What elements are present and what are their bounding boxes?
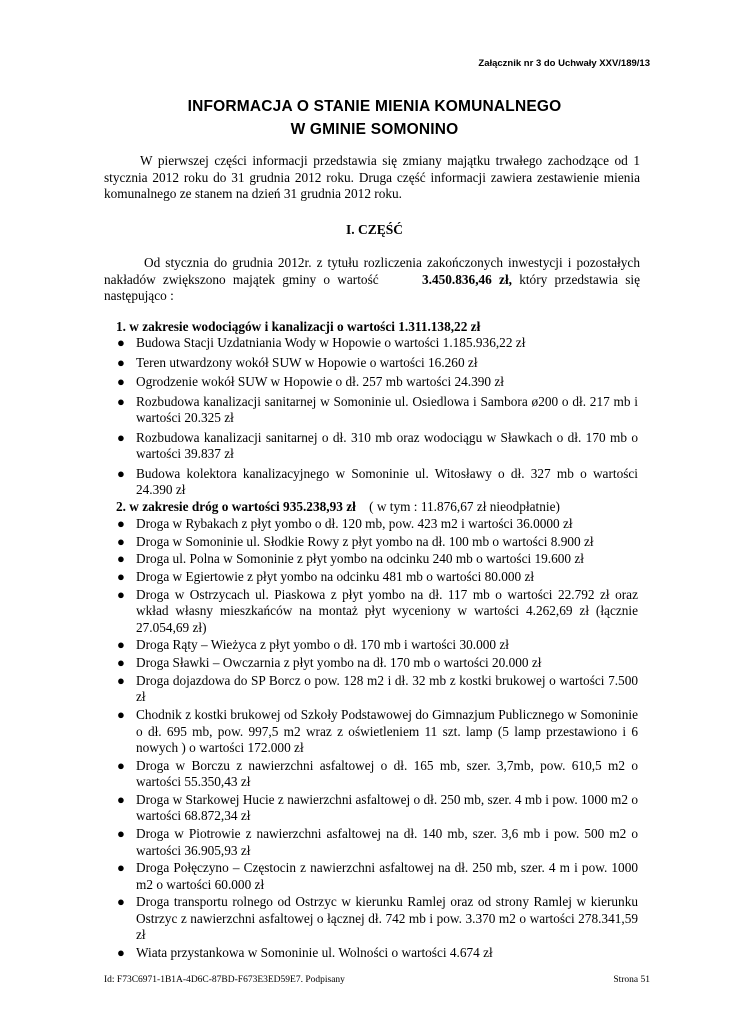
list-item: ● Droga transportu rolnego od Ostrzyc w kierunku Ramlej oraz od strony Ramlej w kierunku Ostrzyc z nawierzchni asfaltowej o łącznej dł. 742 mb i pow. 3.370 m2 o wartości 278.341,59 zł bbox=[117, 894, 638, 943]
bullet-icon: ● bbox=[117, 569, 125, 585]
bullet-icon: ● bbox=[117, 516, 125, 531]
bullet-icon: ● bbox=[117, 354, 125, 370]
list-item: ● Droga Sławki – Owczarnia z płyt yombo na dł. 170 mb o wartości 20.000 zł bbox=[117, 655, 542, 671]
section-2-heading bbox=[116, 499, 560, 516]
list-item: ● Rozbudowa kanalizacji sanitarnej w Somoninie ul. Osiedlowa i Sambora ø200 o dł. 217 mb i wartości 20.325 zł bbox=[117, 393, 638, 425]
bullet-icon: ● bbox=[117, 707, 125, 722]
title-line-2: W GMINIE SOMONINO bbox=[290, 121, 459, 138]
list-item: ● Ogrodzenie wokół SUW w Hopowie o dł. 257 mb wartości 24.390 zł bbox=[117, 374, 504, 389]
list-item: ● Droga w Starkowej Hucie z nawierzchni asfaltowej o dł. 250 mb, szer. 4 mb i pow. 1000 m2 o wartości 68.872,34 zł bbox=[117, 791, 638, 824]
section-2-heading-text: 2. w zakresie dróg o wartości 935.238,93 zł bbox=[116, 499, 356, 514]
list-item: ● Droga w Egiertowie z płyt yombo na odcinku 481 mb o wartości 80.000 zł bbox=[117, 569, 535, 585]
bullet-icon: ● bbox=[117, 335, 125, 350]
bullet-icon: ● bbox=[117, 826, 125, 842]
part-heading: I. CZĘŚĆ bbox=[345, 222, 404, 237]
list-item: ● Droga Połęczyno – Częstocin z nawierzchni asfaltowej na dł. 250 mb, szer. 4 m i pow. 1000 m2 o wartości 60.000 zł bbox=[117, 860, 638, 892]
list-item: ● Droga w Ostrzycach ul. Piaskowa z płyt yombo na dł. 117 mb o wartości 22.792 zł oraz wkład własny mieszkańców na montaż płyt wyceniony w wartości 4.262,69 zł (łącznie 27.054,69 zł) bbox=[117, 586, 638, 635]
list-item: ● Droga w Rybakach z płyt yombo o dł. 120 mb, pow. 423 m2 i wartości 36.0000 zł bbox=[117, 516, 573, 531]
list-item: ● Droga w Somoninie ul. Słodkie Rowy z płyt yombo na dł. 100 mb o wartości 8.900 zł bbox=[117, 533, 594, 549]
part-text-before: Od stycznia do grudnia 2012r. z tytułu rozliczenia zakończonych inwestycji i pozostałych nakładów zwiększono majątek gminy o wartość bbox=[104, 255, 640, 287]
list-item: ● Droga ul. Polna w Somoninie z płyt yombo na odcinku 240 mb o wartości 19.600 zł bbox=[117, 551, 584, 567]
page-number: Strona 51 bbox=[613, 975, 650, 985]
intro-paragraph: W pierwszej części informacji przedstawia się zmiany majątku trwałego zachodzące od 1 stycznia 2012 roku do 31 grudnia 2012 roku. Druga część informacji zawiera zestawienie mienia komunalnego ze stanem na dzień 31 grudnia 2012 roku. bbox=[104, 153, 640, 201]
section-1-list bbox=[112, 335, 638, 502]
list-item: ● Droga w Piotrowie z nawierzchni asfaltowej na dł. 140 mb, szer. 3,6 mb i pow. 500 m2 o wartości 36.905,93 zł bbox=[117, 826, 638, 858]
list-item: ● Wiata przystankowa w Somoninie ul. Wolności o wartości 4.674 zł bbox=[117, 945, 493, 961]
bullet-icon: ● bbox=[117, 374, 125, 389]
list-item: ● Budowa kolektora kanalizacyjnego w Somoninie ul. Witosławy o dł. 327 mb o wartości 24.390 zł bbox=[117, 465, 638, 497]
bullet-icon: ● bbox=[117, 672, 125, 688]
document-id: Id: F73C6971-1B1A-4D6C-87BD-F673E3ED59E7. Podpisany bbox=[104, 975, 345, 985]
bullet-icon: ● bbox=[117, 393, 125, 409]
list-item: ● Chodnik z kostki brukowej od Szkoły Podstawowej do Gimnazjum Publicznego w Somoninie o dł. 695 mb, pow. 997,5 m2 wraz z oświetleniem 11 szt. lamp (5 lamp przestawiono i 6 nowych ) o wartości 172.000 zł bbox=[117, 707, 638, 755]
list-item: ● Droga dojazdowa do SP Borcz o pow. 128 m2 i dł. 32 mb z kostki brukowej o wartości 7.500 zł bbox=[117, 672, 638, 705]
section-2-list bbox=[112, 516, 638, 963]
section-2-heading-note: ( w tym : 11.876,67 zł nieodpłatnie) bbox=[369, 499, 560, 514]
bullet-icon: ● bbox=[117, 860, 125, 876]
title-line-1: INFORMACJA O STANIE MIENIA KOMUNALNEGO bbox=[187, 98, 562, 115]
part-text-after: który przedstawia się następująco : bbox=[104, 271, 640, 303]
bullet-icon: ● bbox=[117, 586, 125, 602]
bullet-icon: ● bbox=[117, 465, 125, 481]
section-1-heading-text: 1. w zakresie wodociągów i kanalizacji o wartości 1.311.138,22 zł bbox=[116, 319, 481, 334]
page-title bbox=[0, 95, 749, 141]
list-item: ● Droga w Borczu z nawierzchni asfaltowej o dł. 165 mb, szer. 3,7mb, pow. 610,5 m2 o wartości 55.350,43 zł bbox=[117, 757, 638, 790]
bullet-icon: ● bbox=[117, 945, 125, 961]
bullet-icon: ● bbox=[117, 533, 125, 549]
list-item: ● Droga Rąty – Wieżyca z płyt yombo o dł. 170 mb i wartości 30.000 zł bbox=[117, 637, 509, 653]
bullet-icon: ● bbox=[117, 655, 125, 671]
bullet-icon: ● bbox=[117, 429, 125, 445]
annex-label: Załącznik nr 3 do Uchwały XXV/189/13 bbox=[478, 58, 650, 69]
list-item: ● Teren utwardzony wokół SUW w Hopowie o wartości 16.260 zł bbox=[117, 354, 478, 370]
bullet-icon: ● bbox=[117, 894, 125, 910]
part-amount: 3.450.836,46 zł, bbox=[422, 271, 512, 287]
bullet-icon: ● bbox=[117, 757, 125, 773]
bullet-icon: ● bbox=[117, 791, 125, 807]
list-item: ● Rozbudowa kanalizacji sanitarnej o dł. 310 mb oraz wodociągu w Sławkach o dł. 170 mb o wartości 39.837 zł bbox=[117, 429, 638, 461]
bullet-icon: ● bbox=[117, 637, 125, 653]
section-1-heading bbox=[116, 319, 480, 336]
part-paragraph bbox=[104, 255, 640, 305]
list-item: ● Budowa Stacji Uzdatniania Wody w Hopowie o wartości 1.185.936,22 zł bbox=[117, 335, 526, 350]
bullet-icon: ● bbox=[117, 551, 125, 567]
